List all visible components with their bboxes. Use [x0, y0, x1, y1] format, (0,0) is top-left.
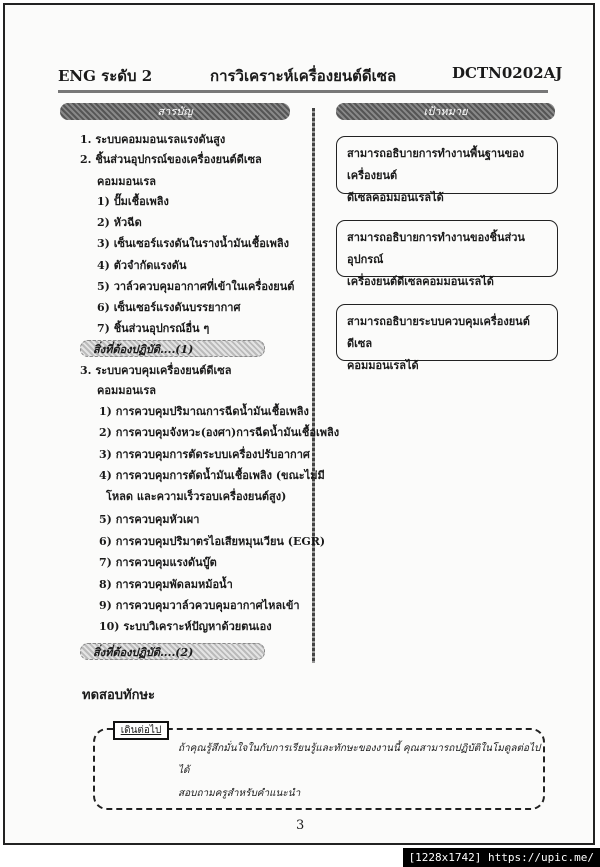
contents-item: 4) ตัวจำกัดแรงดัน — [97, 259, 187, 272]
page-number: 3 — [296, 818, 305, 833]
objective-text: ดีเซลคอมมอนเรลได้ — [347, 191, 444, 204]
contents-item: 5) การควบคุมหัวเผา — [99, 513, 200, 526]
contents-item: 1) การควบคุมปริมาณการฉีดน้ำมันเชื้อเพลิง — [99, 405, 309, 418]
column-divider — [312, 108, 315, 663]
objective-box-2 — [336, 220, 558, 288]
contents-item: 6) การควบคุมปริมาตรไอเสียหมุนเวียน (EGR) — [99, 535, 326, 548]
objective-text: สามารถอธิบายการทำงานพื้นฐานของเครื่องยนต์ — [347, 147, 525, 182]
contents-item: 2) การควบคุมจังหวะ(องศา)การฉีดน้ำมันเชื้อเพลิง — [99, 426, 340, 439]
objective-box-1 — [336, 136, 558, 204]
contents-item: โหลด และความเร็วรอบเครื่องยนต์สูง) — [106, 490, 287, 503]
header-divider — [58, 90, 548, 93]
contents-item: 3) การควบคุมการตัดระบบเครื่องปรับอากาศ — [99, 448, 310, 461]
contents-item: 6) เซ็นเซอร์แรงดันบรรยากาศ — [97, 301, 241, 314]
contents-item: 1) ปั๊มเชื้อเพลิง — [97, 195, 169, 208]
objective-text: เครื่องยนต์ดีเซลคอมมอนเรลได้ — [347, 275, 494, 288]
action-banner-1: สิ่งที่ต้องปฏิบัติ....(1) — [80, 340, 265, 357]
contents-item: คอมมอนเรล — [97, 384, 157, 397]
contents-item: 7) ชิ้นส่วนอุปกรณ์อื่น ๆ — [97, 322, 210, 335]
contents-item: 3. ระบบควบคุมเครื่องยนต์ดีเซล — [80, 364, 232, 377]
contents-item: 2) หัวฉีด — [97, 216, 142, 229]
contents-item: 5) วาล์วควบคุมอากาศที่เข้าในเครื่องยนต์ — [97, 280, 295, 293]
skill-test-line: สอบถามครูสำหรับคำแนะนำ — [178, 788, 301, 799]
objectives-heading: เป้าหมาย — [336, 103, 555, 120]
skill-test-line: ได้ — [178, 765, 190, 776]
page-title: การวิเคราะห์เครื่องยนต์ดีเซล — [210, 67, 397, 85]
contents-item: 10) ระบบวิเคราะห์ปัญหาด้วยตนเอง — [99, 620, 272, 633]
contents-item: 8) การควบคุมพัดลมหม้อน้ำ — [99, 578, 233, 591]
action-banner-2: สิ่งที่ต้องปฏิบัติ....(2) — [80, 643, 265, 660]
objective-box-3 — [336, 304, 558, 372]
contents-heading: สารบัญ — [60, 103, 290, 120]
contents-item: 1. ระบบคอมมอนเรลแรงดันสูง — [80, 133, 226, 146]
contents-item: คอมมอนเรล — [97, 175, 157, 188]
objective-text: สามารถอธิบายการทำงานของชิ้นส่วนอุปกรณ์ — [347, 231, 525, 266]
continue-tag: เดินต่อไป — [113, 721, 169, 740]
course-code: DCTN0202AJ — [452, 64, 563, 82]
objective-text: คอมมอนเรลได้ — [347, 359, 419, 372]
watermark: [1228x1742] https://upic.me/ — [403, 848, 600, 867]
contents-item: 9) การควบคุมวาล์วควบคุมอากาศไหลเข้า — [99, 599, 300, 612]
skill-test-heading: ทดสอบทักษะ — [82, 688, 155, 703]
contents-item: 7) การควบคุมแรงดันบู๊ต — [99, 556, 217, 569]
contents-item: 3) เซ็นเซอร์แรงดันในรางน้ำมันเชื้อเพลิง — [97, 237, 289, 250]
objective-text: สามารถอธิบายระบบควบคุมเครื่องยนต์ดีเซล — [347, 315, 530, 350]
contents-item: 4) การควบคุมการตัดน้ำมันเชื้อเพลิง (ขณะไม่มี — [99, 469, 325, 482]
course-level: ENG ระดับ 2 — [58, 67, 153, 85]
skill-test-line: ถ้าคุณรู้สึกมั่นใจในกับการเรียนรู้และทักษะของงานนี้ คุณสามารถปฏิบัติในโมดูลต่อไป — [178, 743, 541, 754]
contents-item: 2. ชิ้นส่วนอุปกรณ์ของเครื่องยนต์ดีเซล — [80, 153, 262, 166]
